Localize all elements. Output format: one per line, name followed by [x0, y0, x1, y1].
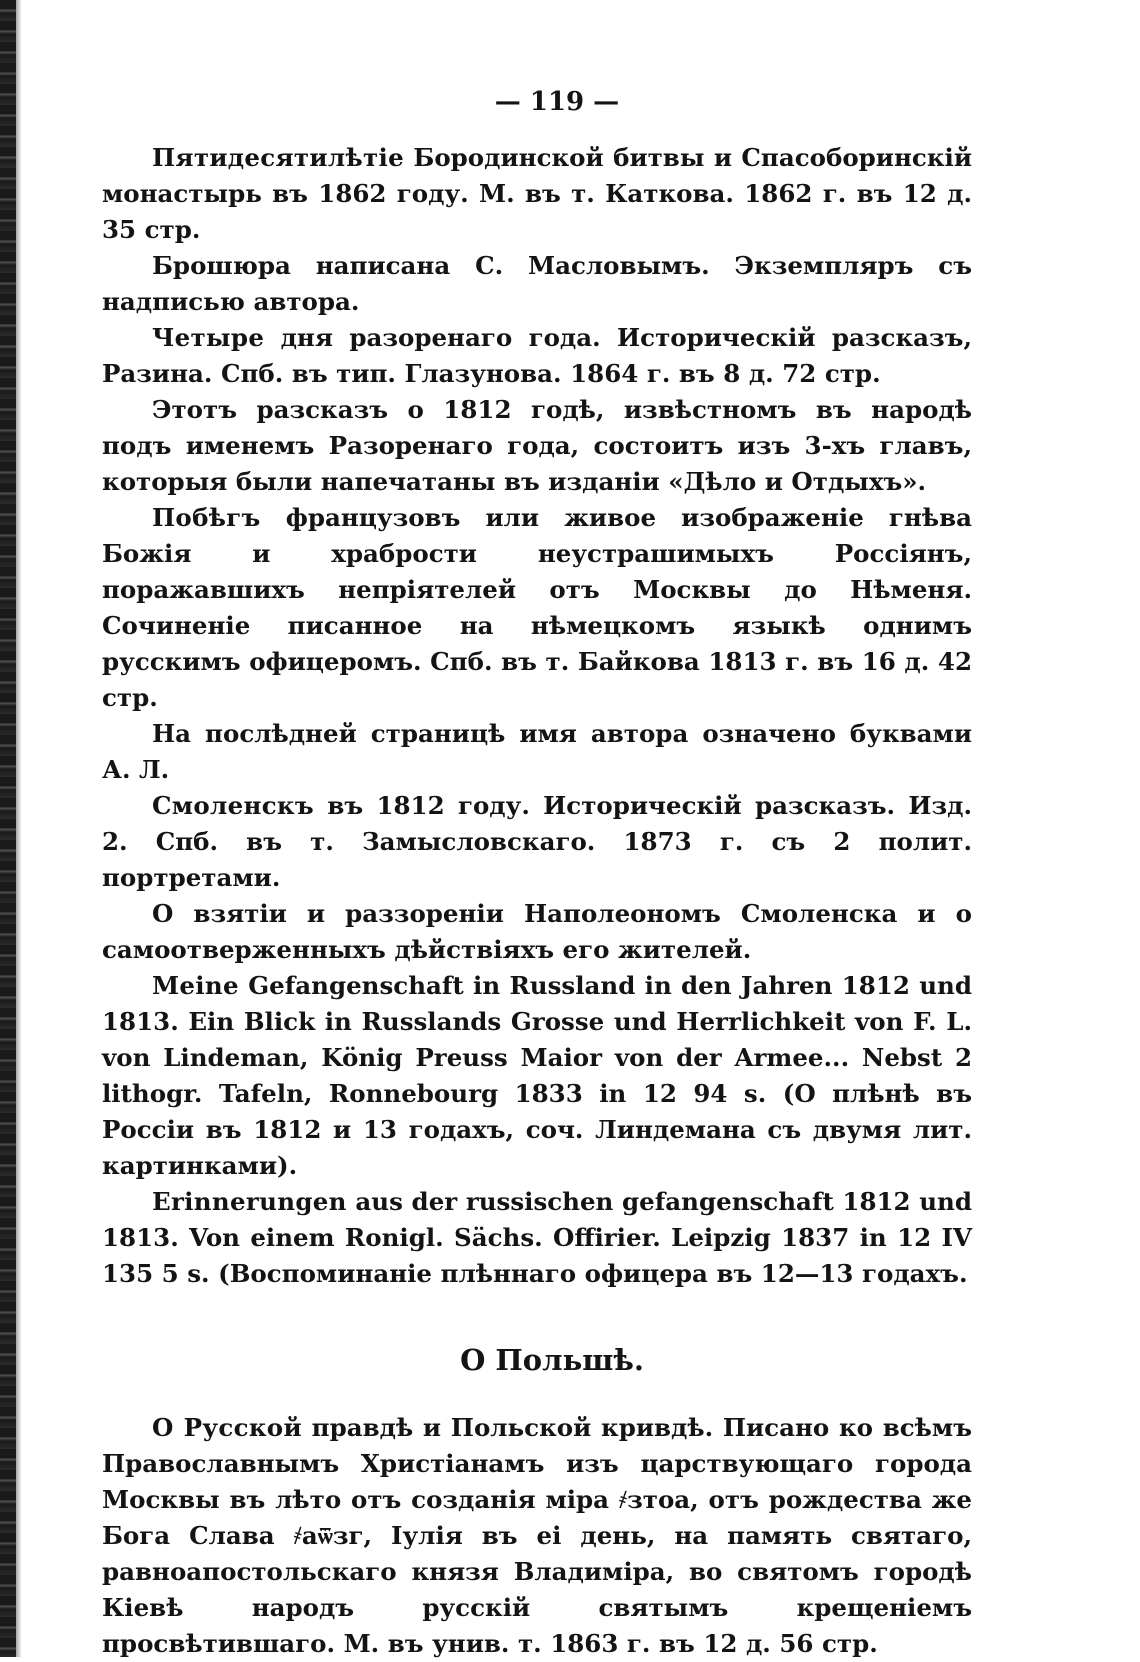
entry-note [102, 896, 972, 968]
page [102, 82, 972, 1662]
entry-paragraph [102, 140, 972, 248]
entry-text: правдѣ и Польской кривдѣ. Писано ко всѣмъ Православнымъ Христіанамъ изъ царствующаго города Москвы въ лѣто отъ созданія міра ҂зтоа, отъ рождества же Бога Слава ҂аѿзг, Іулія въ еі день, на память святаго, равноапостольскаго князя Владиміра, во святомъ городѣ Кіевѣ народъ русскій святымъ крещеніемъ просвѣтившаго. М. въ унив. т. 1863 г. въ 12 д. 56 стр. [102, 1413, 972, 1658]
entry-text: На послѣдней страницѣ имя автора означено буквами А. Л. [102, 719, 972, 784]
page-number: — 119 — [494, 87, 620, 117]
section-title: О Польшѣ. [460, 1343, 644, 1377]
entry-headword: Четыре [152, 323, 265, 352]
entry-paragraph [102, 968, 972, 1184]
entry-headword: Erinnerungen [152, 1187, 347, 1216]
entry-text: Gefangenschaft in Russland in den Jahren 1812 und 1813. Ein Blick in Russlands Grosse und Herrlichkeit von F. L. von Lindeman, König Preuss Maior von der Armee... Nebst 2 lithogr. Tafeln, Ronnebourg 1833 in 12 94 s. (О плѣнѣ въ Россіи въ 1812 и 13 годахъ, соч. Линдемана съ двумя лит. картинками). [102, 971, 972, 1180]
entry-paragraph [102, 500, 972, 716]
entry-text: въ 1812 году. Историческій разсказъ. Изд. 2. Спб. въ т. Замысловскаго. 1873 г. съ 2 полит. портретами. [102, 791, 972, 892]
entry-text: французовъ или живое изображеніе гнѣва Божія и храбрости неустрашимыхъ Россіянъ, поражавшихъ непріятелей отъ Москвы до Нѣменя. Сочиненіе писанное на нѣмецкомъ языкѣ однимъ русскимъ офицеромъ. Спб. въ т. Байкова 1813 г. въ 16 д. 42 стр. [102, 503, 972, 712]
scan-edge-shadow [16, 0, 22, 1657]
entry-headword: Смоленскъ [152, 791, 315, 820]
entry-paragraph [102, 320, 972, 392]
entry-paragraph [102, 788, 972, 896]
entry-note [102, 716, 972, 788]
entry-text: О взятіи и раззореніи Наполеономъ Смоленска и о самоотверженныхъ дѣйствіяхъ его жителей. [102, 899, 972, 964]
entry-text: Брошюра написана С. Масловымъ. Экземпляръ съ надписью автора. [102, 251, 972, 316]
entry-headword: О Русской [152, 1413, 302, 1442]
entry-paragraph [102, 1410, 972, 1662]
entry-note [102, 248, 972, 320]
entry-text: дня разоренаго года. Историческій разсказъ, Разина. Спб. въ тип. Глазунова. 1864 г. въ 8 д. 72 стр. [102, 323, 972, 388]
entry-text: Бородинской битвы и Спасоборинскій монастырь въ 1862 году. М. въ т. Каткова. 1862 г. въ 12 д. 35 стр. [102, 143, 972, 244]
entry-text: Этотъ разсказъ о 1812 годѣ, извѣстномъ въ народѣ подъ именемъ Разоренаго года, состоитъ изъ 3-хъ главъ, которыя были напечатаны въ изданіи «Дѣло и Отдыхъ». [102, 395, 972, 496]
entry-headword: Meine [152, 971, 239, 1000]
entry-headword: Пятидесятилѣтіе [152, 143, 404, 172]
entry-paragraph [102, 1184, 972, 1292]
entry-text: aus der russischen gefangenschaft 1812 und 1813. Von einem Ronigl. Sächs. Offirier. Leipzig 1837 in 12 IV 135 5 s. (Воспоминаніе плѣннаго офицера въ 12—13 годахъ. [102, 1187, 972, 1288]
scan-edge [0, 0, 16, 1657]
entry-note [102, 392, 972, 500]
entry-headword: Побѣгъ [152, 503, 261, 532]
